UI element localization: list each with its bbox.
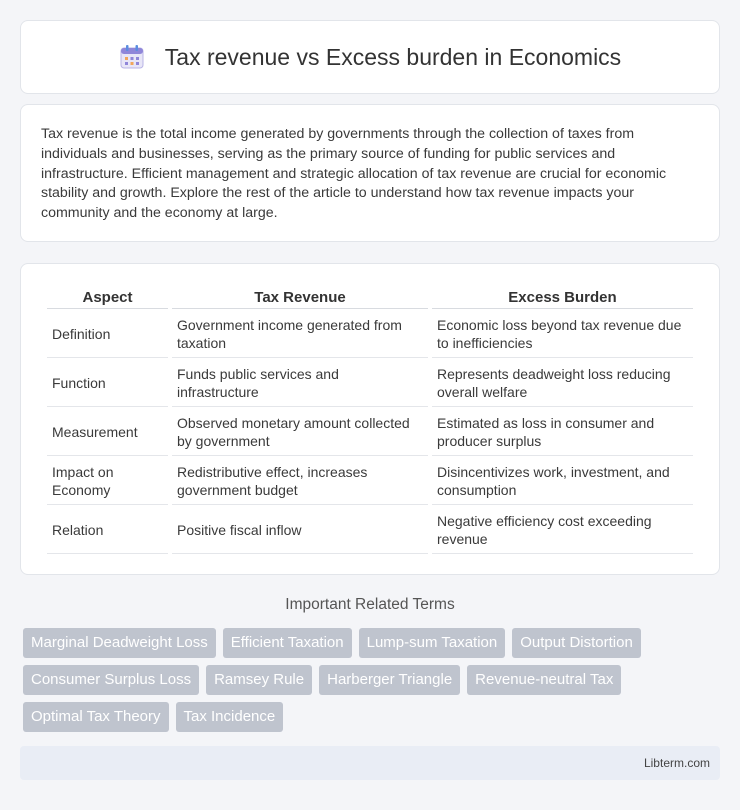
related-term-tag[interactable]: Revenue-neutral Tax bbox=[467, 665, 621, 695]
calendar-icon bbox=[119, 44, 145, 70]
cell-excess-burden: Estimated as loss in consumer and producer surplus bbox=[432, 407, 693, 456]
header-excess-burden: Excess Burden bbox=[432, 282, 693, 309]
related-term-tag[interactable]: Consumer Surplus Loss bbox=[23, 665, 199, 695]
cell-tax-revenue: Observed monetary amount collected by government bbox=[172, 407, 428, 456]
related-term-tag[interactable]: Lump-sum Taxation bbox=[359, 628, 506, 658]
footer-site-link[interactable]: Libterm.com bbox=[643, 756, 710, 770]
cell-excess-burden: Negative efficiency cost exceeding revenue bbox=[432, 505, 693, 554]
table-header-row bbox=[47, 282, 693, 309]
cell-aspect: Measurement bbox=[47, 407, 168, 456]
header-aspect: Aspect bbox=[47, 282, 168, 309]
cell-tax-revenue: Positive fiscal inflow bbox=[172, 505, 428, 554]
related-term-tag[interactable]: Efficient Taxation bbox=[223, 628, 352, 658]
table-row bbox=[47, 456, 693, 505]
cell-excess-burden: Economic loss beyond tax revenue due to inefficiencies bbox=[432, 309, 693, 358]
related-term-tag[interactable]: Marginal Deadweight Loss bbox=[23, 628, 216, 658]
cell-tax-revenue: Redistributive effect, increases government budget bbox=[172, 456, 428, 505]
page-title: Tax revenue vs Excess burden in Economics bbox=[164, 43, 622, 70]
comparison-card bbox=[20, 263, 720, 575]
intro-card bbox=[20, 104, 720, 242]
related-term-tag[interactable]: Output Distortion bbox=[512, 628, 641, 658]
table-row bbox=[47, 309, 693, 358]
comparison-table bbox=[43, 282, 697, 554]
cell-tax-revenue: Government income generated from taxation bbox=[172, 309, 428, 358]
header-tax-revenue: Tax Revenue bbox=[172, 282, 428, 309]
related-terms-list bbox=[23, 628, 723, 732]
related-term-tag[interactable]: Harberger Triangle bbox=[319, 665, 460, 695]
cell-aspect: Relation bbox=[47, 505, 168, 554]
cell-aspect: Impact on Economy bbox=[47, 456, 168, 505]
cell-aspect: Definition bbox=[47, 309, 168, 358]
related-terms-title: Important Related Terms bbox=[285, 596, 455, 613]
related-term-tag[interactable]: Tax Incidence bbox=[176, 702, 284, 732]
cell-excess-burden: Disincentivizes work, investment, and consumption bbox=[432, 456, 693, 505]
table-row bbox=[47, 505, 693, 554]
header-card bbox=[20, 20, 720, 94]
cell-excess-burden: Represents deadweight loss reducing overall welfare bbox=[432, 358, 693, 407]
intro-text: Tax revenue is the total income generated by governments through the collection of taxes from individuals and businesses, serving as the primary source of funding for public services and infrastructure. Efficient management and strategic allocation of tax revenue are crucial for economic stability and growth. Explore the rest of the article to understand how tax revenue impacts your community and the economy at large. bbox=[41, 126, 667, 222]
related-term-tag[interactable]: Ramsey Rule bbox=[206, 665, 312, 695]
footer bbox=[20, 746, 720, 780]
cell-aspect: Function bbox=[47, 358, 168, 407]
related-term-tag[interactable]: Optimal Tax Theory bbox=[23, 702, 169, 732]
cell-tax-revenue: Funds public services and infrastructure bbox=[172, 358, 428, 407]
table-row bbox=[47, 358, 693, 407]
table-row bbox=[47, 407, 693, 456]
